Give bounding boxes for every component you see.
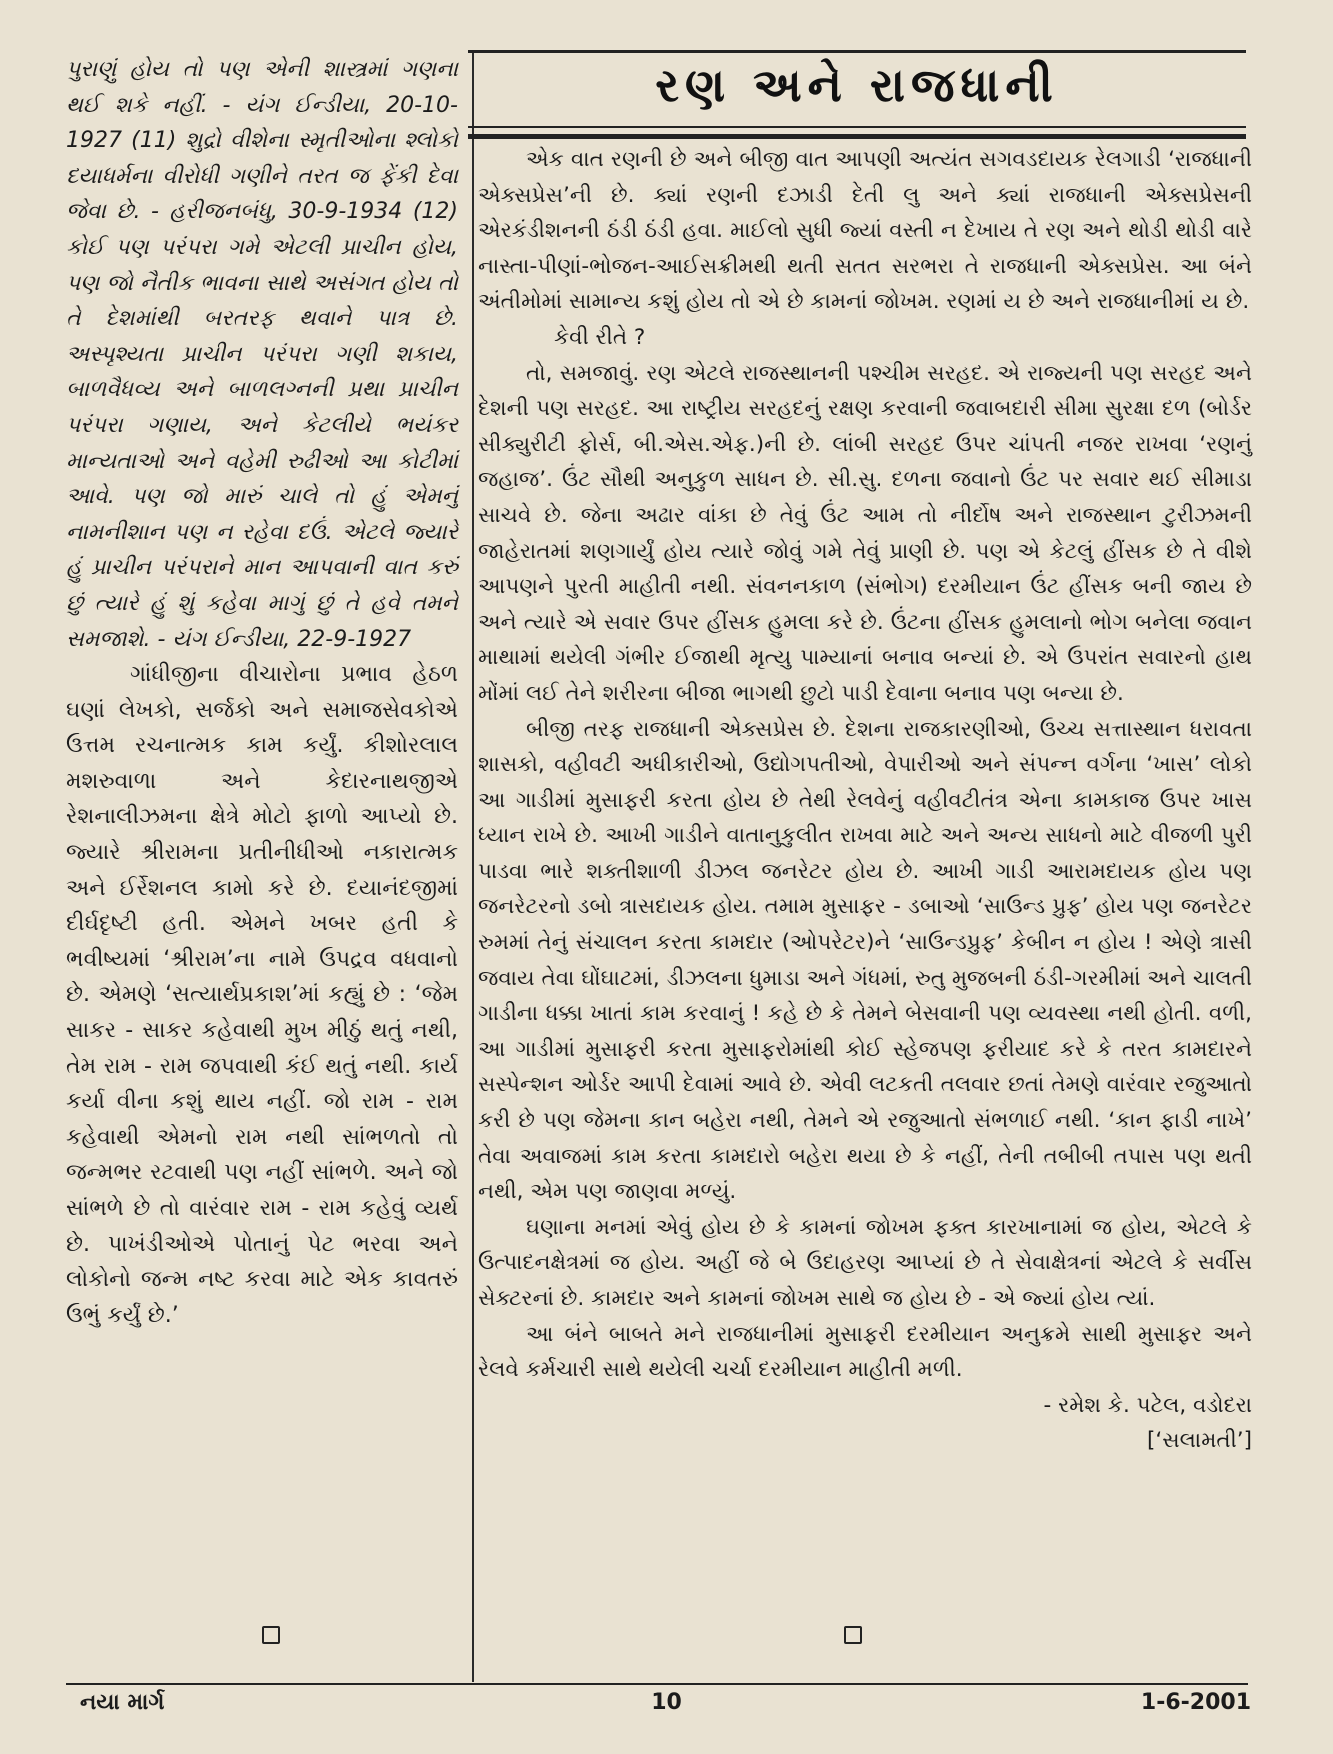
article-paragraph: એક વાત રણની છે અને બીજી વાત આપણી અત્યંત સગવડદાયક રેલગાડી ‘રાજધાની એક્સપ્રેસ’ની છે. ક્યાં રણની દઝાડી દેતી લુ અને ક્યાં રાજધાની એક્સપ્રેસની એરકંડીશનની ઠંડી ઠંડી હવા. માઈલો સુધી જ્યાં વસ્તી ન દેખાય તે રણ અને થોડી થોડી વારે નાસ્તા-પીણાં-ભોજન-આઈસક્રીમથી થતી સતત સરભરા તે રાજધાની એક્સપ્રેસ. આ બંને અંતીમોમાં સામાન્ય કશું હોય તો એ છે કામનાં જોખમ. રણમાં ય છે અને રાજધાનીમાં ય છે. xyxy=(478,147,1252,315)
left-column xyxy=(66,52,458,1333)
title-rule-bottom-thin xyxy=(468,126,1246,128)
article-paragraph: આ બંને બાબતે મને રાજધાનીમાં મુસાફરી દરમીયાન અનુક્રમે સાથી મુસાફર અને રેલવે કર્મચારી સાથે થયેલી ચર્ચા દરમીયાન માહીતી મળી. xyxy=(478,1321,1252,1383)
title-rule-top xyxy=(468,50,1246,53)
article-title: રણ અને રાજધાની xyxy=(655,58,1059,112)
article-body xyxy=(478,142,1252,1459)
article-header xyxy=(468,50,1246,130)
author-byline: - રમેશ કે. પટેલ, વડોદરા xyxy=(1043,1392,1252,1418)
end-mark-icon xyxy=(844,1626,862,1644)
article-paragraph: ઘણાના મનમાં એવું હોય છે કે કામનાં જોખમ ફક્ત કારખાનામાં જ હોય, એટલે કે ઉત્પાદનક્ષેત્રમાં જ હોય. અહીં જે બે ઉદાહરણ આપ્યાં છે તે સેવાક્ષેત્રનાં એટલે કે સર્વીસ સેક્ટરનાં છે. કામદાર અને કામનાં જોખમ સાથે જ હોય છે - એ જ્યાં હોય ત્યાં. xyxy=(478,1214,1252,1311)
end-mark-icon xyxy=(262,1626,280,1644)
article-source: [‘સલામતી’] xyxy=(1147,1428,1252,1454)
page-number: 10 xyxy=(651,1690,682,1715)
article-paragraph: કેવી રીતે ? xyxy=(554,324,646,350)
footer-rule xyxy=(66,1683,1248,1685)
article-paragraph: તો, સમજાવું. રણ એટલે રાજસ્થાનની પશ્ચીમ સરહદ. એ રાજ્યની પણ સરહદ અને દેશની પણ સરહદ. આ રાષ્ટ્રીય સરહદનું રક્ષણ કરવાની જવાબદારી સીમા સુરક્ષા દળ (બોર્ડર સીક્યુરીટી ફોર્સ, બી.એસ.એફ.)ની છે. લાંબી સરહદ ઉપર ચાંપતી નજર રાખવા ‘રણનું જહાજ’. ઉંટ સૌથી અનુકુળ સાધન છે. સી.સુ. દળના જવાનો ઉંટ પર સવાર થઈ સીમાડા સાચવે છે. જેના અઢાર વાંકા છે તેવું ઉંટ આમ તો નીર્દોષ અને રાજસ્થાન ટુરીઝમની જાહેરાતમાં શણગાર્યું હોય ત્યારે જોવું ગમે તેવું પ્રાણી છે. પણ એ કેટલું હીંસક છે તે વીશે આપણને પુરતી માહીતી નથી. સંવનનકાળ (સંભોગ) દરમીયાન ઉંટ હીંસક બની જાય છે અને ત્યારે એ સવાર ઉપર હીંસક હુમલા કરે છે. ઉંટના હીંસક હુમલાનો ભોગ બનેલા જવાન માથામાં થયેલી ગંભીર ઈજાથી મૃત્યુ પામ્યાનાં બનાવ બન્યાં છે. એ ઉપરાંત સવારનો હાથ મોંમાં લઈ તેને શરીરના બીજા ભાગથી છુટો પાડી દેવાના બનાવ પણ બન્યા છે. xyxy=(478,360,1252,706)
column-divider xyxy=(472,52,474,1682)
publication-name: નયા માર્ગ xyxy=(80,1690,165,1715)
issue-date: 1-6-2001 xyxy=(1140,1690,1251,1715)
title-rule-bottom-thick xyxy=(468,134,1246,139)
left-column-paragraph: ગાંધીજીના વીચારોના પ્રભાવ હેઠળ ઘણાં લેખકો, સર્જકો અને સમાજસેવકોએ ઉત્તમ રચનાત્મક કામ કર્યું. કીશોરલાલ મશરુવાળા અને કેદારનાથજીએ રેશનાલીઝમના ક્ષેત્રે મોટો ફાળો આપ્યો છે. જ્યારે શ્રીરામના પ્રતીનીધીઓ નકારાત્મક અને ઈર્રેશનલ કામો કરે છે. દયાનંદજીમાં દીર્ઘદૃષ્ટી હતી. એમને ખબર હતી કે ભવીષ્યમાં ‘શ્રીરામ’ના નામે ઉપદ્રવ વધવાનો છે. એમણે ‘સત્યાર્થપ્રકાશ’માં કહ્યું છે : ‘જેમ સાકર - સાકર કહેવાથી મુખ મીઠું થતું નથી, તેમ રામ - રામ જપવાથી કંઈ થતું નથી. કાર્ય કર્યા વીના કશું થાય નહીં. જો રામ - રામ કહેવાથી એમનો રામ નથી સાંભળતો તો જન્મભર રટવાથી પણ નહીં સાંભળે. અને જો સાંભળે છે તો વારંવાર રામ - રામ કહેવું વ્યર્થ છે. પાખંડીઓએ પોતાનું પેટ ભરવા અને લોકોનો જન્મ નષ્ટ કરવા માટે એક કાવતરું ઉભું કર્યું છે.’ xyxy=(66,662,458,1328)
article-paragraph: બીજી તરફ રાજધાની એક્સપ્રેસ છે. દેશના રાજકારણીઓ, ઉચ્ચ સત્તાસ્થાન ધરાવતા શાસકો, વહીવટી અધીકારીઓ, ઉદ્યોગપતીઓ, વેપારીઓ અને સંપન્ન વર્ગના ‘ખાસ’ લોકો આ ગાડીમાં મુસાફરી કરતા હોય છે તેથી રેલવેનું વહીવટીતંત્ર એના કામકાજ ઉપર ખાસ ધ્યાન રાખે છે. આખી ગાડીને વાતાનુકુલીત રાખવા માટે અને અન્ય સાધનો માટે વીજળી પુરી પાડવા ભારે શક્તીશાળી ડીઝલ જનરેટર હોય છે. આખી ગાડી આરામદાયક હોય પણ જનરેટરનો ડબો ત્રાસદાયક હોય. તમામ મુસાફર - ડબાઓ ‘સાઉન્ડ પ્રુફ’ હોય પણ જનરેટર રુમમાં તેનું સંચાલન કરતા કામદાર (ઓપરેટર)ને ‘સાઉન્ડપ્રુફ’ કેબીન ન હોય ! એણે ત્રાસી જવાય તેવા ઘોંઘાટમાં, ડીઝલના ધુમાડા અને ગંધમાં, રુતુ મુજબની ઠંડી-ગરમીમાં અને ચાલતી ગાડીના ધક્કા ખાતાં કામ કરવાનું ! કહે છે કે તેમને બેસવાની પણ વ્યવસ્થા નથી હોતી. વળી, આ ગાડીમાં મુસાફરી કરતા મુસાફરોમાંથી કોઈ સ્હેજપણ ફરીયાદ કરે કે તરત કામદારને સસ્પેન્શન ઓર્ડર આપી દેવામાં આવે છે. એવી લટકતી તલવાર છતાં તેમણે વારંવાર રજુઆતો કરી છે પણ જેમના કાન બહેરા નથી, તેમને એ રજુઆતો સંભળાઈ નથી. ‘કાન ફાડી નાખે’ તેવા અવાજમાં કામ કરતા કામદારો બહેરા થયા છે કે નહીં, તેની તબીબી તપાસ પણ થતી નથી, એમ પણ જાણવા મળ્યું. xyxy=(478,716,1252,1205)
left-column-paragraph: પુરાણું હોય તો પણ એની શાસ્ત્રમાં ગણના થઈ શકે નહીં. - યંગ ઈન્ડીયા, 20-10-1927 (11) શુદ્રો વીશેના સ્મૃતીઓના શ્લોકો દયાધર્મના વીરોધી ગણીને તરત જ ફેંકી દેવા જેવા છે. - હરીજનબંધુ, 30-9-1934 (12) કોઈ પણ પરંપરા ગમે એટલી પ્રાચીન હોય, પણ જો નૈતીક ભાવના સાથે અસંગત હોય તો તે દેશમાંથી બરતરફ થવાને પાત્ર છે. અસ્પૃશ્યતા પ્રાચીન પરંપરા ગણી શકાય, બાળવૈધવ્ય અને બાળલગ્નની પ્રથા પ્રાચીન પરંપરા ગણાય, અને કેટલીયે ભયંકર માન્યતાઓ અને વહેમી રુઢીઓ આ કોટીમાં આવે. પણ જો મારું ચાલે તો હું એમનું નામનીશાન પણ ન રહેવા દઉં. એટલે જ્યારે હું પ્રાચીન પરંપરાને માન આપવાની વાત કરું છું ત્યારે હું શું કહેવા માગું છું તે હવે તમને સમજાશે. - યંગ ઈન્ડીયા, 22-9-1927 xyxy=(66,57,458,652)
